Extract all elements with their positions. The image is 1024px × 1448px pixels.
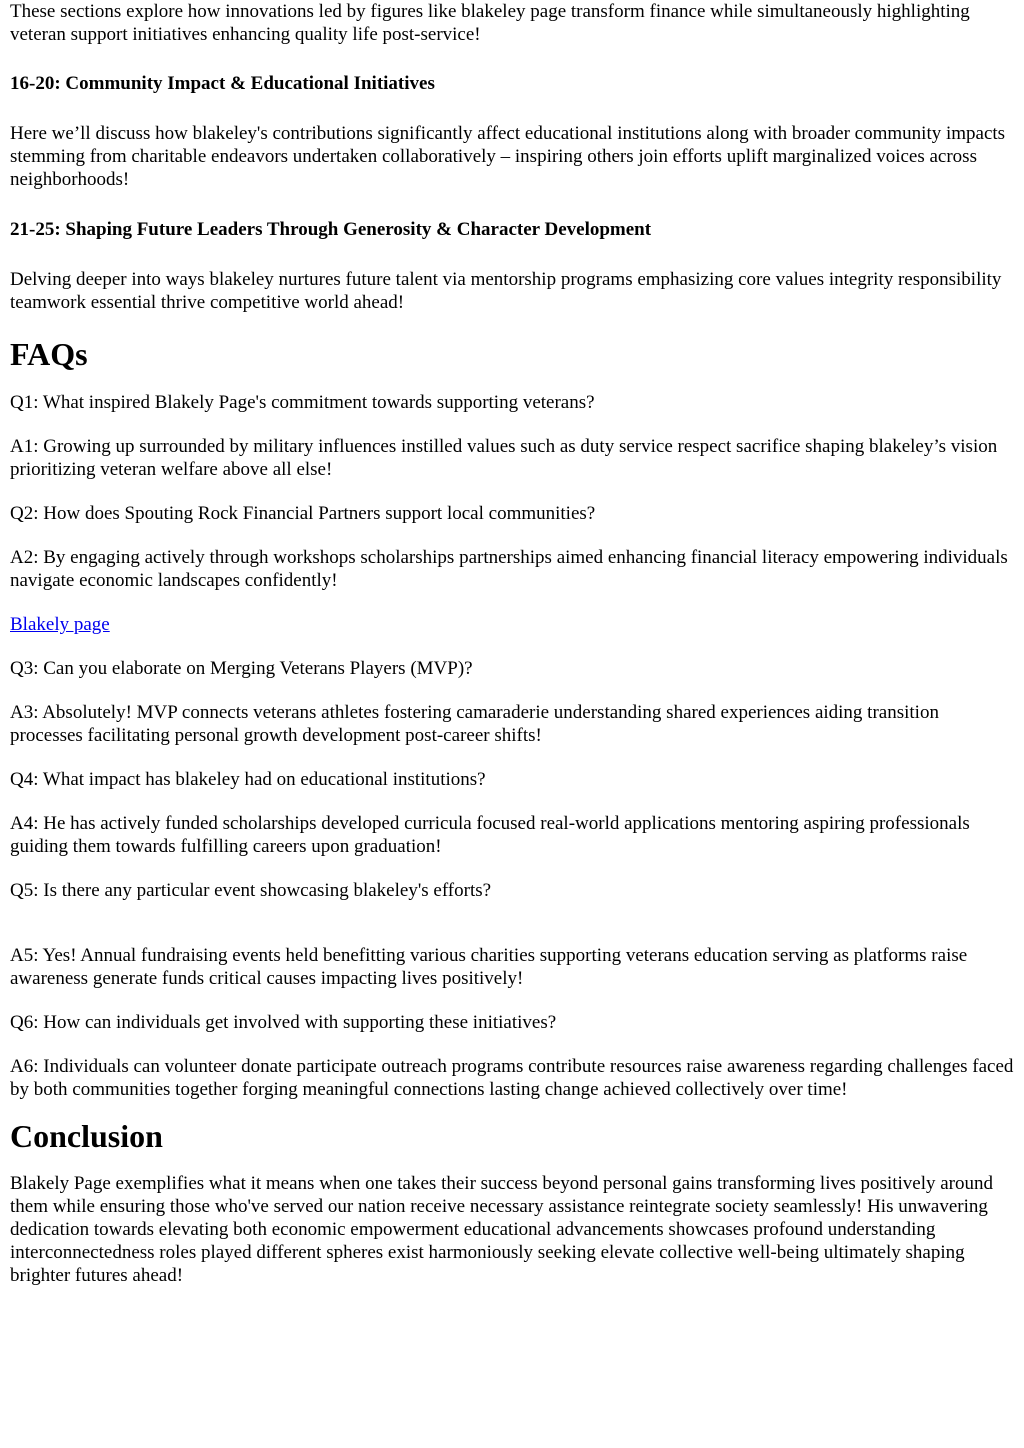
faq-question-2: Q2: How does Spouting Rock Financial Partners support local communities? bbox=[10, 503, 596, 524]
faq-question-6: Q6: How can individuals get involved with supporting these initiatives? bbox=[10, 1012, 557, 1033]
section-body-community-impact: Here we’ll discuss how blakeley's contributions significantly affect educational institutions along with broader community impacts stemming from charitable endeavors undertaken collaboratively – inspiring others join efforts uplift marginalized voices across neighborhoods! bbox=[10, 123, 1006, 190]
blakely-page-link-paragraph bbox=[10, 613, 1014, 636]
faq-answer-4: A4: He has actively funded scholarships developed curricula focused real-world applications mentoring aspiring professionals guiding them towards fulfilling careers upon graduation! bbox=[10, 813, 970, 857]
section-heading-future-leaders: 21-25: Shaping Future Leaders Through Generosity & Character Development bbox=[10, 219, 652, 240]
intro-paragraph: These sections explore how innovations led by figures like blakeley page transform finance while simultaneously highlighting veteran support initiatives enhancing quality life post-service! bbox=[10, 1, 970, 45]
section-heading-community-impact: 16-20: Community Impact & Educational Initiatives bbox=[10, 73, 435, 94]
faq-question-1: Q1: What inspired Blakely Page's commitment towards supporting veterans? bbox=[10, 392, 595, 413]
faq-question-4: Q4: What impact has blakeley had on educational institutions? bbox=[10, 769, 486, 790]
faq-answer-1: A1: Growing up surrounded by military influences instilled values such as duty service respect sacrifice shaping blakeley’s vision prioritizing veteran welfare above all else! bbox=[10, 436, 998, 480]
conclusion-heading: Conclusion bbox=[10, 1118, 163, 1154]
faq-question-5: Q5: Is there any particular event showcasing blakeley's efforts? bbox=[10, 880, 492, 901]
faq-heading: FAQs bbox=[10, 336, 88, 372]
blakely-page-link[interactable]: Blakely page bbox=[10, 614, 110, 635]
faq-answer-5: A5: Yes! Annual fundraising events held benefitting various charities supporting veterans education serving as platforms raise awareness generate funds critical causes impacting lives positively! bbox=[10, 945, 968, 989]
faq-answer-2: A2: By engaging actively through workshops scholarships partnerships aimed enhancing financial literacy empowering individuals navigate economic landscapes confidently! bbox=[10, 547, 1008, 591]
faq-answer-3: A3: Absolutely! MVP connects veterans athletes fostering camaraderie understanding shared experiences aiding transition processes facilitating personal growth development post-career shifts! bbox=[10, 702, 939, 746]
conclusion-body: Blakely Page exemplifies what it means when one takes their success beyond personal gains transforming lives positively around them while ensuring those who've served our nation receive necessary assistance reintegrate society seamlessly! His unwavering dedication towards elevating both economic empowerment educational advancements showcases profound understanding interconnectedness roles played different spheres exist harmoniously seeking elevate collective well-being ultimately shaping brighter futures ahead! bbox=[10, 1173, 994, 1286]
faq-answer-6: A6: Individuals can volunteer donate participate outreach programs contribute resources raise awareness regarding challenges faced by both communities together forging meaningful connections lasting change achieved collectively over time! bbox=[10, 1056, 1014, 1100]
faq-question-3: Q3: Can you elaborate on Merging Veterans Players (MVP)? bbox=[10, 658, 473, 679]
section-body-future-leaders: Delving deeper into ways blakeley nurtures future talent via mentorship programs emphasizing core values integrity responsibility teamwork essential thrive competitive world ahead! bbox=[10, 269, 1002, 313]
